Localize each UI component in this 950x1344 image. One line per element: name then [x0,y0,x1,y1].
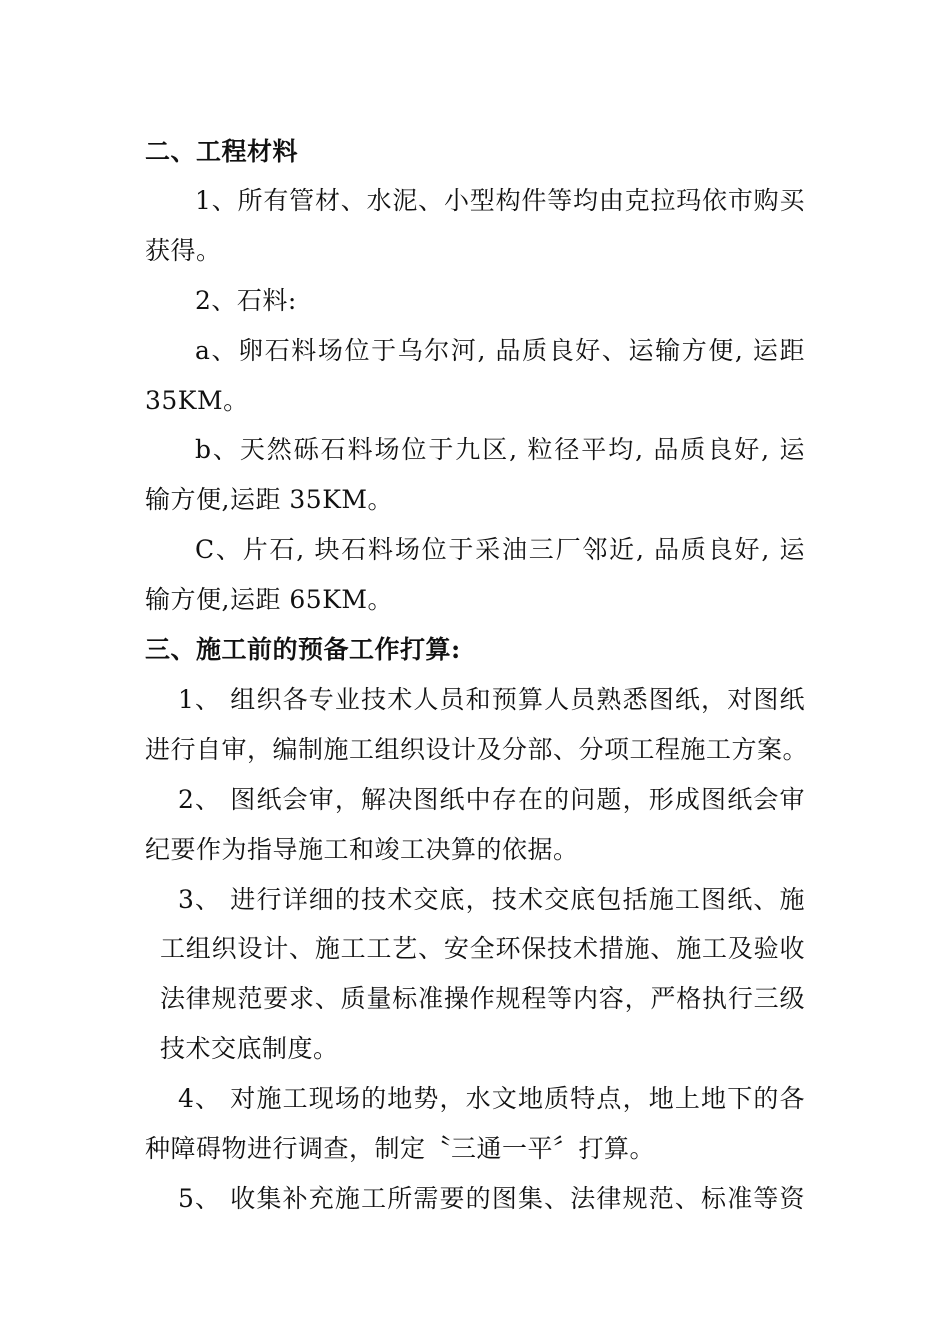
prep-item-2-line-1: 2、 图纸会审，解决图纸中存在的问题，形成图纸会审 [178,785,805,814]
prep-item-1-line-2: 进行自审，编制施工组织设计及分部、分项工程施工方案。 [145,735,809,764]
stone-c-line-1: C、片石, 块石料场位于采油三厂邻近, 品质良好, 运 [195,535,805,564]
material-item-2: 2、石料: [195,286,297,315]
section-2-heading: 二、工程材料 [145,137,299,166]
prep-item-4-line-1: 4、 对施工现场的地势，水文地质特点，地上地下的各 [178,1084,805,1113]
section-3-heading: 三、施工前的预备工作打算: [145,635,461,664]
prep-item-2-line-2: 纪要作为指导施工和竣工决算的依据。 [145,835,579,864]
prep-item-3-line-4: 技术交底制度。 [160,1034,339,1063]
material-item-1-line-1: 1、所有管材、水泥、小型构件等均由克拉玛依市购买 [195,186,805,215]
stone-a-line-1: a、卵石料场位于乌尔河, 品质良好、运输方便, 运距 [195,336,805,365]
prep-item-5-line-1: 5、 收集补充施工所需要的图集、法律规范、标准等资 [178,1184,805,1213]
prep-item-4-line-2: 种障碍物进行调查，制定〝三通一平〞打算。 [145,1134,656,1163]
material-item-1-line-2: 获得。 [145,236,222,265]
prep-item-3-line-1: 3、 进行详细的技术交底，技术交底包括施工图纸、施 [178,885,805,914]
stone-c-line-2: 输方便,运距 65KM。 [145,585,393,614]
stone-b-line-2: 输方便,运距 35KM。 [145,485,393,514]
stone-b-line-1: b、天然砾石料场位于九区, 粒径平均, 品质良好, 运 [195,435,805,464]
prep-item-3-line-2: 工组织设计、施工工艺、安全环保技术措施、施工及验收 [160,934,805,963]
stone-a-line-2: 35KM。 [145,386,249,415]
prep-item-1-line-1: 1、 组织各专业技术人员和预算人员熟悉图纸，对图纸 [178,685,805,714]
prep-item-3-line-3: 法律规范要求、质量标准操作规程等内容，严格执行三级 [160,984,805,1013]
